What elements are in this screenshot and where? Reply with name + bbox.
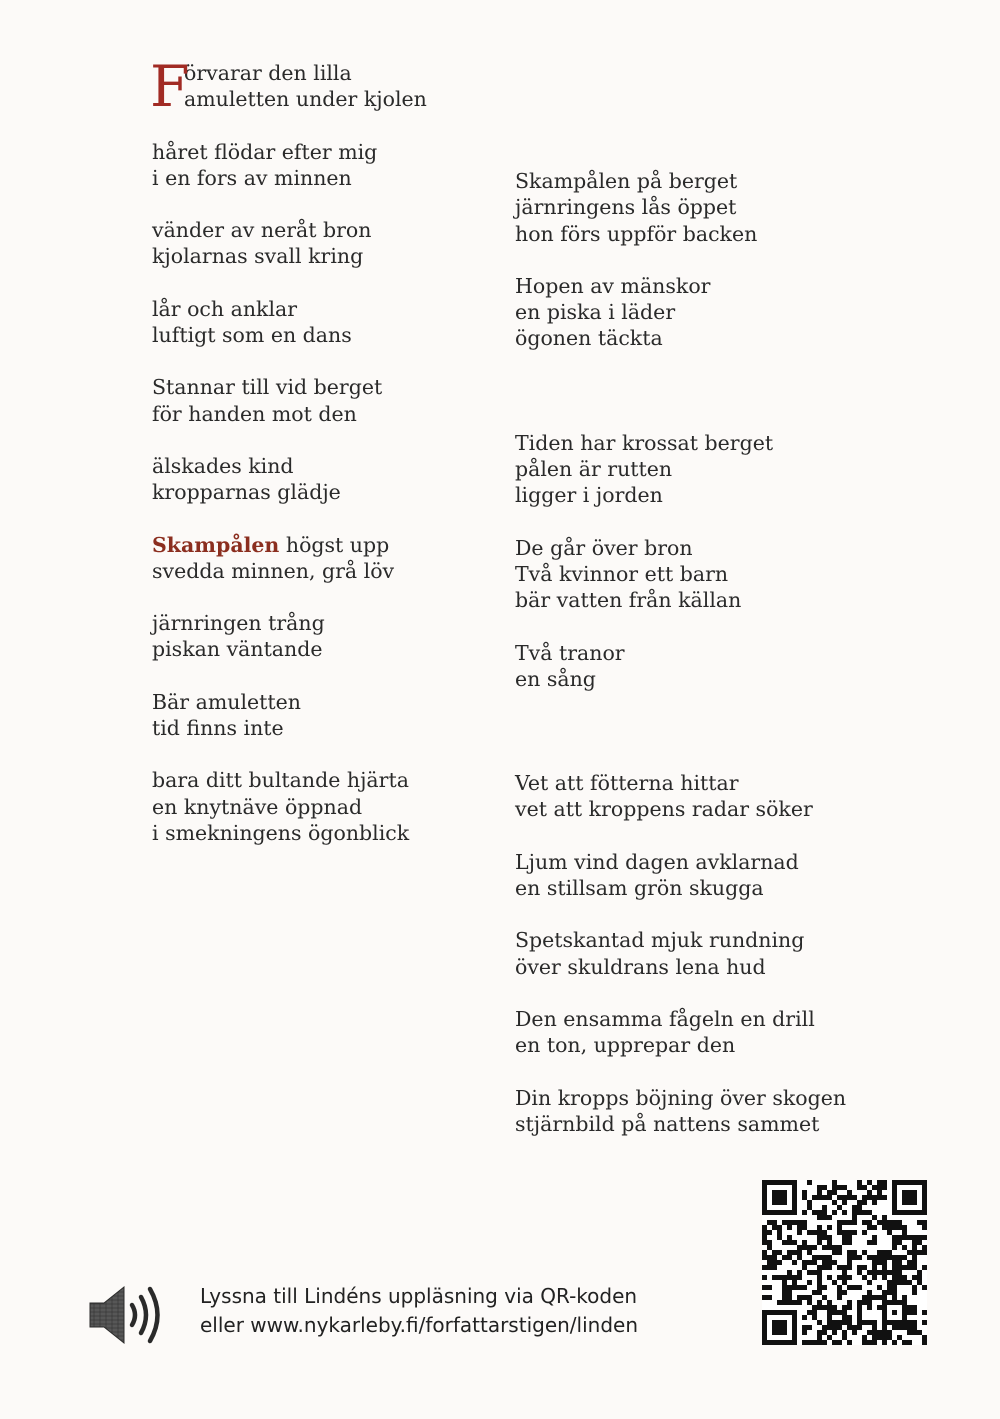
stanza: [152, 453, 482, 506]
highlight-word: Skampålen: [152, 532, 280, 557]
stanza: [152, 610, 482, 663]
poem-line: lår och anklar: [152, 296, 298, 321]
poem-line: tid finns inte: [152, 716, 284, 741]
poem-line: Hopen av mänskor: [515, 273, 711, 298]
poem-line: järnringen trång: [152, 611, 325, 636]
stanza: [515, 535, 845, 614]
poem-line: över skuldrans lena hud: [515, 954, 766, 979]
poem-line: en knytnäve öppnad: [152, 794, 363, 819]
poem-line: bär vatten från källan: [515, 588, 742, 613]
poem-right-column: [515, 168, 845, 1137]
poem-line: en piska i läder: [515, 300, 676, 325]
stanza: [515, 640, 845, 693]
stanza: [515, 849, 845, 902]
stanza: [152, 374, 482, 427]
stanza: [515, 770, 845, 823]
poem-line: amuletten under kjolen: [184, 87, 427, 112]
stanza: [515, 927, 845, 980]
poem-line: Tiden har krossat berget: [515, 430, 774, 455]
poem-line: Spetskantad mjuk rundning: [515, 928, 805, 953]
speaker-icon: [88, 1284, 168, 1346]
poem-line: luftigt som en dans: [152, 323, 352, 348]
stanza: [515, 273, 845, 352]
stanza: [515, 168, 845, 247]
poem-line: för handen mot den: [152, 401, 357, 426]
qr-code[interactable]: [762, 1180, 927, 1345]
stanza: [515, 430, 845, 509]
stanza: [515, 1006, 845, 1059]
poem-line: bara ditt bultande hjärta: [152, 768, 409, 793]
poem-line: ögonen täckta: [515, 326, 663, 351]
stanza-highlight: [152, 532, 482, 585]
stanza: [152, 139, 482, 192]
poem-line: en sång: [515, 666, 596, 691]
stanza: [152, 767, 482, 846]
poem-line: Ljum vind dagen avklarnad: [515, 849, 799, 874]
poem-line: Två kvinnor ett barn: [515, 561, 729, 586]
poem-line: piskan väntande: [152, 637, 323, 662]
poem-line: örvarar den lilla: [184, 61, 352, 85]
poem-line: svedda minnen, grå löv: [152, 558, 395, 583]
poem-line: kropparnas glädje: [152, 480, 341, 505]
poem-line: pålen är rutten: [515, 457, 673, 482]
poem-line: hon förs uppför backen: [515, 221, 758, 246]
poem-line: Vet att fötterna hittar: [515, 771, 739, 796]
poem-line: Två tranor: [515, 640, 625, 665]
poem-line: Stannar till vid berget: [152, 375, 383, 400]
stanza-opening: [150, 54, 482, 120]
poem-line: Skampålen på berget: [515, 169, 738, 193]
poem-line: ligger i jorden: [515, 483, 663, 508]
footer-line-2[interactable]: eller www.nykarleby.fi/forfattarstigen/linden: [200, 1313, 639, 1337]
stanza: [515, 1085, 845, 1138]
poem-line: kjolarnas svall kring: [152, 244, 364, 269]
poem-line: Den ensamma fågeln en drill: [515, 1006, 815, 1031]
stanza: [152, 217, 482, 270]
poem-line: håret flödar efter mig: [152, 139, 378, 164]
drop-cap: F: [150, 54, 190, 120]
stanza: [152, 296, 482, 349]
stanza: [152, 689, 482, 742]
poem-line: älskades kind: [152, 453, 294, 478]
poem-line: stjärnbild på nattens sammet: [515, 1111, 820, 1136]
footer-line-1: Lyssna till Lindéns uppläsning via QR-koden: [200, 1284, 638, 1308]
footer-text: [200, 1282, 638, 1340]
poem-line: vänder av neråt bron: [152, 218, 372, 243]
poem-line: en stillsam grön skugga: [515, 876, 764, 901]
poem-line: i en fors av minnen: [152, 165, 352, 190]
poem-left-column: [150, 54, 482, 846]
poem-line: Din kropps böjning över skogen: [515, 1085, 847, 1110]
poem-line: De går över bron: [515, 535, 693, 560]
poem-line: järnringens lås öppet: [515, 195, 737, 220]
poem-line: Bär amuletten: [152, 689, 301, 714]
poem-line: i smekningens ögonblick: [152, 820, 410, 845]
poem-line: [152, 532, 482, 558]
poem-line: vet att kroppens radar söker: [515, 797, 813, 822]
poem-line: en ton, upprepar den: [515, 1033, 736, 1058]
poem-line-rest: högst upp: [279, 532, 390, 557]
